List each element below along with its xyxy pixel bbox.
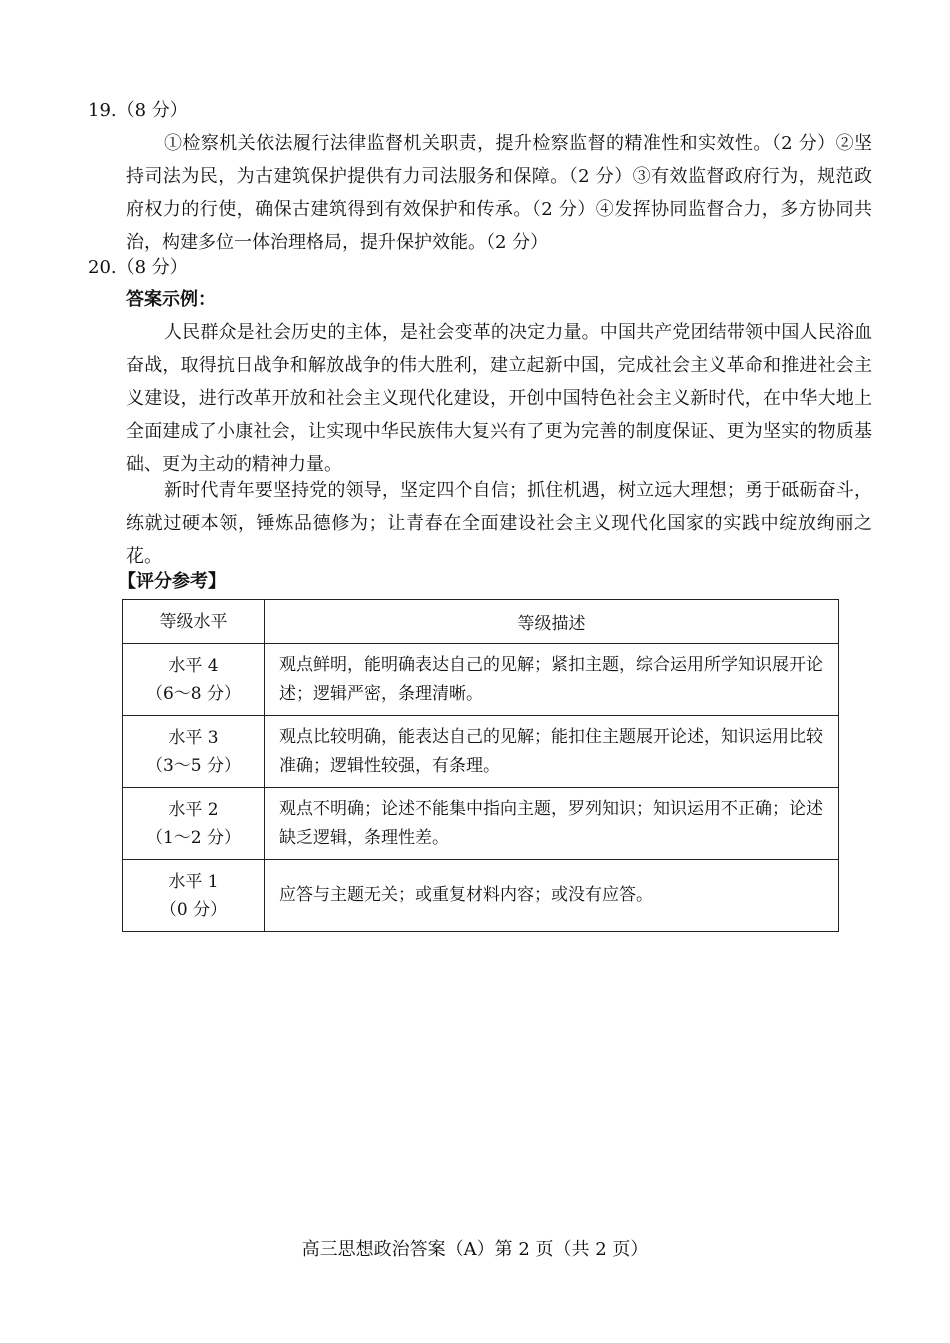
answer-example-label: 答案示例：: [126, 289, 216, 310]
level-score: （3～5 分）: [145, 755, 242, 776]
answer-paragraph-1: 人民群众是社会历史的主体，是社会变革的决定力量。中国共产党团结带领中国人民浴血奋战，取得抗日战争和解放战争的伟大胜利，建立起新中国，完成社会主义革命和推进社会主义建设，进行改革开放和社会主义现代化建设，开创中国特色社会主义新时代，在中华大地上全面建成了小康社会，让实现中华民族伟大复兴有了更为完善的制度保证、更为坚实的物质基础、更为主动的精神力量。: [126, 322, 872, 475]
answer-paragraph-2: 新时代青年要坚持党的领导，坚定四个自信；抓住机遇，树立远大理想；勇于砥砺奋斗，练就过硬本领，锤炼品德修为；让青春在全面建设社会主义现代化国家的实践中绽放绚丽之花。: [126, 480, 872, 567]
level-name: 水平 2: [168, 799, 219, 820]
level-cell: [123, 860, 265, 932]
level-cell: [123, 716, 265, 788]
level-description: 观点鲜明，能明确表达自己的见解；紧扣主题，综合运用所学知识展开论述；逻辑严密，条理清晰。: [265, 644, 839, 716]
header-level: 等级水平: [123, 600, 265, 644]
level-score: （6～8 分）: [145, 683, 242, 704]
table-row: [123, 860, 839, 932]
page-footer: 高三思想政治答案（A）第 2 页（共 2 页）: [301, 1239, 649, 1260]
level-name: 水平 1: [168, 871, 219, 892]
level-description: 应答与主题无关；或重复材料内容；或没有应答。: [265, 860, 839, 932]
level-name: 水平 4: [168, 655, 219, 676]
level-description: 观点比较明确，能表达自己的见解；能扣住主题展开论述，知识运用比较准确；逻辑性较强，有条理。: [265, 716, 839, 788]
level-name: 水平 3: [168, 727, 219, 748]
grading-table: [122, 599, 839, 932]
question-19-answer: ①检察机关依法履行法律监督机关职责，提升检察监督的精准性和实效性。（2 分）②坚持司法为民，为古建筑保护提供有力司法服务和保障。（2 分）③有效监督政府行为，规范政府权力的行使，确保古建筑得到有效保护和传承。（2 分）④发挥协同监督合力，多方协同共治，构建多位一体治理格局，提升保护效能。（2 分）: [126, 133, 872, 253]
table-row: [123, 788, 839, 860]
scoring-reference-label: 【评分参考】: [118, 571, 226, 592]
level-cell: [123, 644, 265, 716]
question-20-number: 20.（8 分）: [88, 257, 188, 278]
table-row: [123, 644, 839, 716]
level-score: （1～2 分）: [145, 827, 242, 848]
level-score: （0 分）: [159, 899, 228, 920]
level-cell: [123, 788, 265, 860]
level-description: 观点不明确；论述不能集中指向主题，罗列知识；知识运用不正确；论述缺乏逻辑，条理性差。: [265, 788, 839, 860]
table-row: [123, 716, 839, 788]
header-description: 等级描述: [265, 600, 839, 644]
question-19-number: 19.（8 分）: [88, 100, 188, 121]
table-header-row: [123, 600, 839, 644]
